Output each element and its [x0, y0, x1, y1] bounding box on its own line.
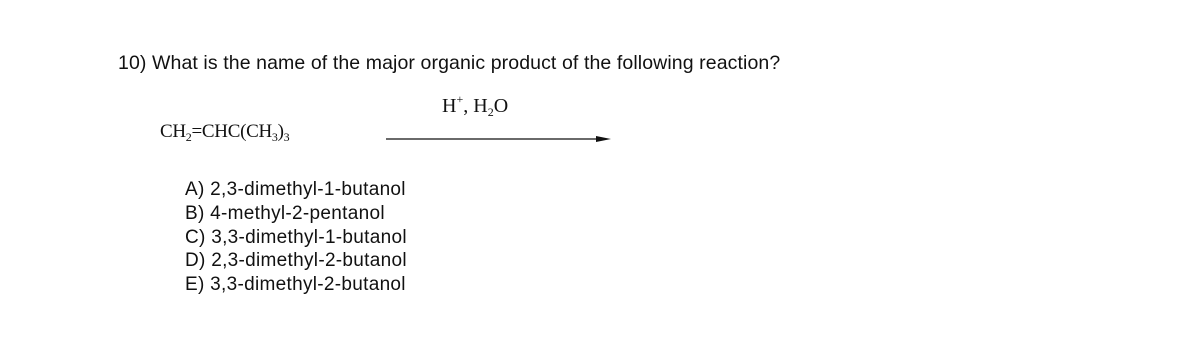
acid-charge: +: [456, 92, 464, 106]
water-hydrogen: H: [473, 95, 488, 117]
reaction-conditions: [442, 92, 509, 119]
reactant-part: CH: [160, 121, 186, 142]
answer-choice-a: A) 2,3-dimethyl-1-butanol: [185, 179, 406, 200]
answer-choices: [185, 178, 407, 297]
reaction-arrow-icon: [386, 133, 611, 145]
answer-choice-d: D) 2,3-dimethyl-2-butanol: [185, 250, 407, 272]
reactant-formula: [160, 121, 289, 143]
acid-symbol: H: [442, 95, 457, 117]
reactant-subscript: 3: [271, 130, 278, 144]
answer-choice-b: B) 4-methyl-2-pentanol: [185, 202, 385, 224]
water-subscript: 2: [487, 105, 494, 119]
answer-choice-c: C) 3,3-dimethyl-1-butanol: [185, 226, 407, 248]
reactant-subscript: 3: [283, 130, 290, 144]
answer-choice-e: E) 3,3-dimethyl-2-butanol: [185, 274, 406, 296]
water-oxygen: O: [493, 95, 509, 117]
question-text: 10) What is the name of the major organic product of the following reaction?: [118, 52, 781, 74]
reactant-part: ): [277, 121, 284, 142]
conditions-separator: ,: [463, 95, 474, 117]
reactant-part: =CHC(CH: [191, 121, 272, 142]
reactant-subscript: 2: [185, 130, 192, 144]
